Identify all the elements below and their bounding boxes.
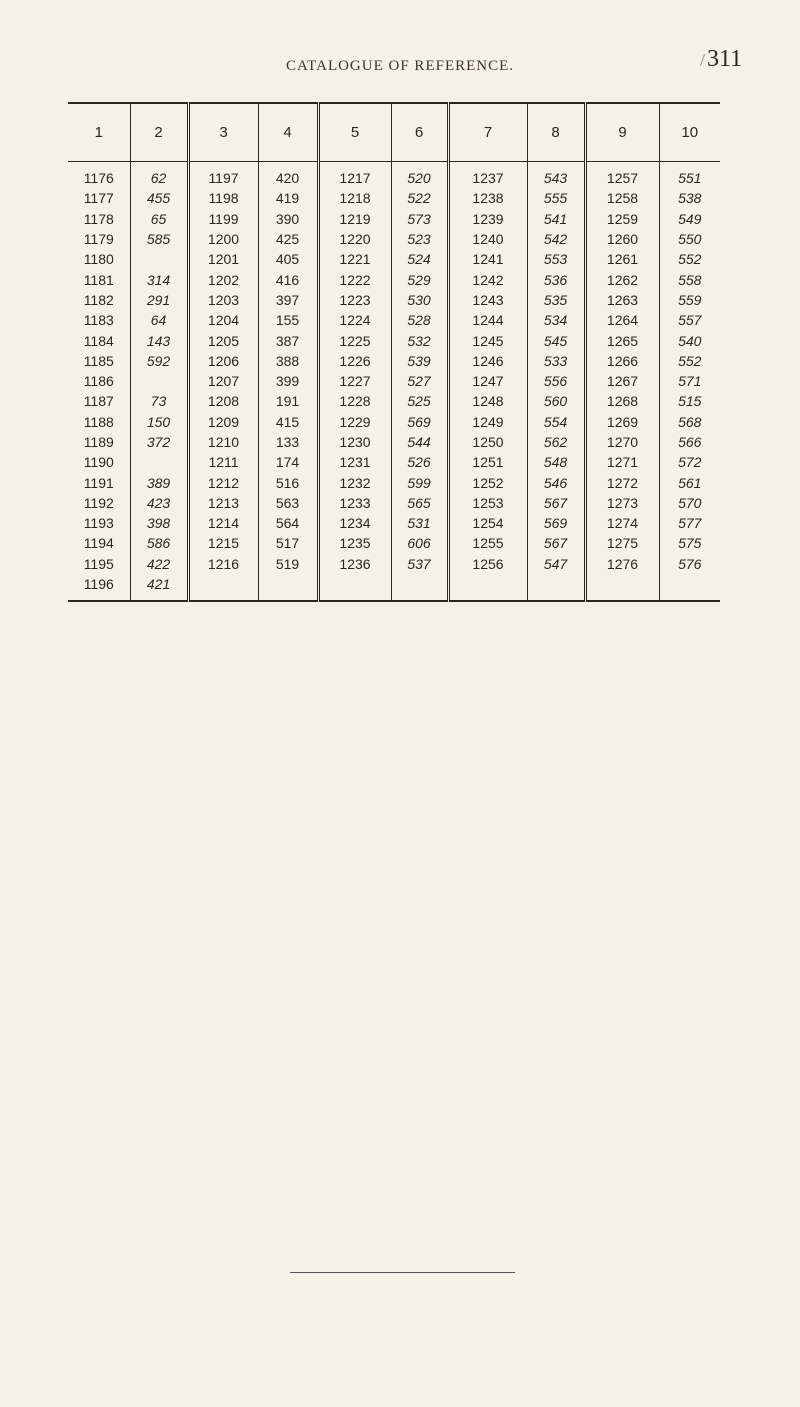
table-row (68, 290, 720, 310)
table-cell: 559 (659, 290, 720, 310)
table-row (68, 513, 720, 533)
table-cell: 530 (391, 290, 448, 310)
table-cell: 1222 (318, 269, 391, 289)
table-cell: 1190 (83, 454, 114, 471)
table-cell: 528 (391, 310, 448, 330)
table-cell: 1202 (188, 269, 258, 289)
table-cell: 1248 (448, 391, 527, 411)
table-cell: 73 (130, 391, 188, 411)
table-cell (318, 574, 391, 601)
table-cell: 1191 (83, 474, 114, 491)
column-header: 7 (448, 103, 527, 162)
table-cell: 1247 (448, 371, 527, 391)
table-cell: 540 (659, 330, 720, 350)
table-cell: 150 (130, 412, 188, 432)
table-cell: 1251 (448, 452, 527, 472)
table-cell: 1246 (448, 351, 527, 371)
column-header-row (68, 103, 720, 162)
table-cell: 1186 (83, 373, 114, 390)
table-cell: 314 (130, 269, 188, 289)
table-cell: 552 (659, 351, 720, 371)
page-number-value: 311 (707, 46, 743, 72)
pencil-mark-icon: / (700, 50, 706, 70)
table-cell: 1276 (585, 554, 659, 574)
table-cell: 174 (258, 452, 318, 472)
table-cell: 1179 (83, 231, 114, 248)
table-row (68, 269, 720, 289)
table-cell: 1245 (448, 330, 527, 350)
table-cell: 1241 (448, 249, 527, 269)
table-cell: 1185 (83, 352, 114, 369)
table-cell: 570 (659, 493, 720, 513)
table-cell: 1253 (448, 493, 527, 513)
table-cell: 1227 (318, 371, 391, 391)
table-cell: 1255 (448, 533, 527, 553)
table-cell: 372 (130, 432, 188, 452)
table-cell: 541 (527, 209, 585, 229)
table-cell: 1238 (448, 188, 527, 208)
column-header: 1 (68, 103, 130, 162)
table-cell: 455 (130, 188, 188, 208)
table-row (68, 188, 720, 208)
table-cell: 1210 (188, 432, 258, 452)
table-cell: 1207 (188, 371, 258, 391)
table-cell: 1262 (585, 269, 659, 289)
table-cell: 515 (659, 391, 720, 411)
table-row (68, 533, 720, 553)
table-cell: 546 (527, 472, 585, 492)
table-cell: 1240 (448, 229, 527, 249)
bottom-rule (290, 1272, 515, 1273)
table-cell (130, 249, 188, 269)
table-cell: 547 (527, 554, 585, 574)
table-cell: 516 (258, 472, 318, 492)
table-cell: 1252 (448, 472, 527, 492)
table-cell: 564 (258, 513, 318, 533)
table-row (68, 432, 720, 452)
table-cell: 1254 (448, 513, 527, 533)
table-cell: 533 (527, 351, 585, 371)
table-cell: 1264 (585, 310, 659, 330)
table-cell (188, 574, 258, 601)
table-cell: 1234 (318, 513, 391, 533)
table-cell: 552 (659, 249, 720, 269)
table-cell: 555 (527, 188, 585, 208)
table-cell: 1270 (585, 432, 659, 452)
column-header: 5 (318, 103, 391, 162)
table-cell: 542 (527, 229, 585, 249)
table-cell: 523 (391, 229, 448, 249)
table-row (68, 391, 720, 411)
table-cell: 390 (258, 209, 318, 229)
table-cell: 1223 (318, 290, 391, 310)
table-cell: 538 (659, 188, 720, 208)
column-header: 3 (188, 103, 258, 162)
table-cell: 420 (258, 162, 318, 189)
table-cell: 155 (258, 310, 318, 330)
table-cell: 575 (659, 533, 720, 553)
table-cell: 1225 (318, 330, 391, 350)
column-header: 4 (258, 103, 318, 162)
table-cell: 1213 (188, 493, 258, 513)
table-cell: 553 (527, 249, 585, 269)
table-cell (130, 452, 188, 472)
table-cell: 522 (391, 188, 448, 208)
table-cell: 536 (527, 269, 585, 289)
table-cell: 1195 (83, 555, 114, 572)
table-cell (527, 574, 585, 601)
table-cell: 1229 (318, 412, 391, 432)
table-cell: 1192 (83, 494, 114, 511)
table-cell: 545 (527, 330, 585, 350)
table-cell: 544 (391, 432, 448, 452)
table-cell: 1265 (585, 330, 659, 350)
table-cell: 1214 (188, 513, 258, 533)
table-cell: 1205 (188, 330, 258, 350)
table-cell: 1218 (318, 188, 391, 208)
table-cell: 569 (527, 513, 585, 533)
table-cell: 291 (130, 290, 188, 310)
table-cell: 1219 (318, 209, 391, 229)
table-cell: 577 (659, 513, 720, 533)
table-cell: 1250 (448, 432, 527, 452)
table-cell: 1182 (83, 291, 114, 308)
table-cell: 1215 (188, 533, 258, 553)
table-cell: 563 (258, 493, 318, 513)
table-cell: 567 (527, 493, 585, 513)
table-cell: 565 (391, 493, 448, 513)
table-cell: 585 (130, 229, 188, 249)
table-cell: 1269 (585, 412, 659, 432)
table-cell: 529 (391, 269, 448, 289)
column-header: 6 (391, 103, 448, 162)
table-cell: 388 (258, 351, 318, 371)
table-cell: 1181 (83, 271, 114, 288)
table-cell: 1239 (448, 209, 527, 229)
table-cell: 1197 (188, 162, 258, 189)
table-cell: 554 (527, 412, 585, 432)
table-cell: 576 (659, 554, 720, 574)
table-cell: 1211 (188, 452, 258, 472)
table-cell: 191 (258, 391, 318, 411)
table-cell: 572 (659, 452, 720, 472)
table-cell: 1259 (585, 209, 659, 229)
table-cell: 1268 (585, 391, 659, 411)
table-row (68, 493, 720, 513)
table-cell: 1275 (585, 533, 659, 553)
table-cell: 567 (527, 533, 585, 553)
table-cell: 389 (130, 472, 188, 492)
table-cell: 1231 (318, 452, 391, 472)
table-cell: 1221 (318, 249, 391, 269)
table-cell: 543 (527, 162, 585, 189)
table-cell: 1242 (448, 269, 527, 289)
table-cell: 566 (659, 432, 720, 452)
table-cell: 1226 (318, 351, 391, 371)
table-row (68, 452, 720, 472)
table-cell: 399 (258, 371, 318, 391)
table-cell: 531 (391, 513, 448, 533)
table-cell: 64 (130, 310, 188, 330)
table-row (68, 371, 720, 391)
table-cell: 586 (130, 533, 188, 553)
table-cell: 1212 (188, 472, 258, 492)
table-cell (130, 371, 188, 391)
table-cell: 1194 (83, 535, 114, 552)
table-cell (258, 574, 318, 601)
table-cell: 562 (527, 432, 585, 452)
table-cell: 592 (130, 351, 188, 371)
table-row (68, 351, 720, 371)
table-cell: 1180 (83, 251, 114, 268)
table-row (68, 554, 720, 574)
table-cell (659, 574, 720, 601)
table-cell: 143 (130, 330, 188, 350)
table-cell: 1206 (188, 351, 258, 371)
table-cell: 65 (130, 209, 188, 229)
table-cell: 599 (391, 472, 448, 492)
column-header: 8 (527, 103, 585, 162)
table-cell: 535 (527, 290, 585, 310)
table-cell: 525 (391, 391, 448, 411)
page-number (700, 46, 742, 73)
table-row (68, 574, 720, 601)
table-cell: 558 (659, 269, 720, 289)
table-cell: 1232 (318, 472, 391, 492)
table-cell: 549 (659, 209, 720, 229)
table-row (68, 209, 720, 229)
table-cell: 415 (258, 412, 318, 432)
table-row (68, 162, 720, 189)
table-cell: 550 (659, 229, 720, 249)
table-cell (448, 574, 527, 601)
table-cell: 1224 (318, 310, 391, 330)
table-cell: 557 (659, 310, 720, 330)
table-cell: 133 (258, 432, 318, 452)
table-cell: 561 (659, 472, 720, 492)
table-cell: 520 (391, 162, 448, 189)
table-cell: 1188 (83, 413, 114, 430)
table-cell: 537 (391, 554, 448, 574)
table-cell: 1208 (188, 391, 258, 411)
table-cell: 1258 (585, 188, 659, 208)
table-cell: 1233 (318, 493, 391, 513)
table-cell: 1196 (83, 576, 114, 593)
table-cell: 1257 (585, 162, 659, 189)
table-cell (585, 574, 659, 601)
table-cell: 1193 (83, 515, 114, 532)
table-cell: 1176 (83, 170, 114, 187)
table-cell: 416 (258, 269, 318, 289)
table-cell: 1244 (448, 310, 527, 330)
table-cell: 548 (527, 452, 585, 472)
table-cell: 1271 (585, 452, 659, 472)
table-cell: 1216 (188, 554, 258, 574)
table-cell: 1274 (585, 513, 659, 533)
table-cell: 1261 (585, 249, 659, 269)
table-cell: 556 (527, 371, 585, 391)
table-row (68, 229, 720, 249)
table-cell: 519 (258, 554, 318, 574)
table-cell: 1178 (83, 210, 114, 227)
table-cell: 571 (659, 371, 720, 391)
table-cell: 1249 (448, 412, 527, 432)
table-cell: 573 (391, 209, 448, 229)
table-cell: 1243 (448, 290, 527, 310)
table-cell: 1201 (188, 249, 258, 269)
table-cell: 1230 (318, 432, 391, 452)
table-cell: 1228 (318, 391, 391, 411)
table-cell: 1263 (585, 290, 659, 310)
table-cell: 1203 (188, 290, 258, 310)
table-cell (391, 574, 448, 601)
table-cell: 524 (391, 249, 448, 269)
table-cell: 1199 (188, 209, 258, 229)
table-cell: 1260 (585, 229, 659, 249)
table-cell: 1272 (585, 472, 659, 492)
column-header: 2 (130, 103, 188, 162)
column-header: 10 (659, 103, 720, 162)
table-cell: 568 (659, 412, 720, 432)
table-cell: 532 (391, 330, 448, 350)
column-header: 9 (585, 103, 659, 162)
table-cell: 1187 (83, 393, 114, 410)
table-cell: 1198 (188, 188, 258, 208)
table-cell: 1184 (83, 332, 114, 349)
table-cell: 569 (391, 412, 448, 432)
table-cell: 1267 (585, 371, 659, 391)
table-cell: 606 (391, 533, 448, 553)
table-cell: 1177 (83, 190, 114, 207)
table-cell: 1183 (83, 312, 114, 329)
table-cell: 526 (391, 452, 448, 472)
table-row (68, 310, 720, 330)
table-cell: 1273 (585, 493, 659, 513)
table-cell: 517 (258, 533, 318, 553)
table-cell: 1217 (318, 162, 391, 189)
running-head: CATALOGUE OF REFERENCE. (285, 58, 515, 74)
table-cell: 421 (130, 574, 188, 601)
table-cell: 387 (258, 330, 318, 350)
table-cell: 551 (659, 162, 720, 189)
table-row (68, 472, 720, 492)
table-cell: 1237 (448, 162, 527, 189)
table-cell: 527 (391, 371, 448, 391)
table-row (68, 330, 720, 350)
table-row (68, 249, 720, 269)
table-cell: 1236 (318, 554, 391, 574)
table-cell: 1209 (188, 412, 258, 432)
table-cell: 560 (527, 391, 585, 411)
table-cell: 1256 (448, 554, 527, 574)
table-cell: 62 (130, 162, 188, 189)
table-row (68, 412, 720, 432)
table-cell: 1204 (188, 310, 258, 330)
table-cell: 423 (130, 493, 188, 513)
table-cell: 1266 (585, 351, 659, 371)
table-cell: 419 (258, 188, 318, 208)
table-cell: 1235 (318, 533, 391, 553)
table-cell: 425 (258, 229, 318, 249)
table-cell: 397 (258, 290, 318, 310)
table-cell: 422 (130, 554, 188, 574)
reference-table (68, 102, 720, 602)
table-cell: 1200 (188, 229, 258, 249)
table-cell: 1189 (83, 434, 114, 450)
table-cell: 398 (130, 513, 188, 533)
table-cell: 534 (527, 310, 585, 330)
table-cell: 539 (391, 351, 448, 371)
table-cell: 1220 (318, 229, 391, 249)
table-cell: 405 (258, 249, 318, 269)
